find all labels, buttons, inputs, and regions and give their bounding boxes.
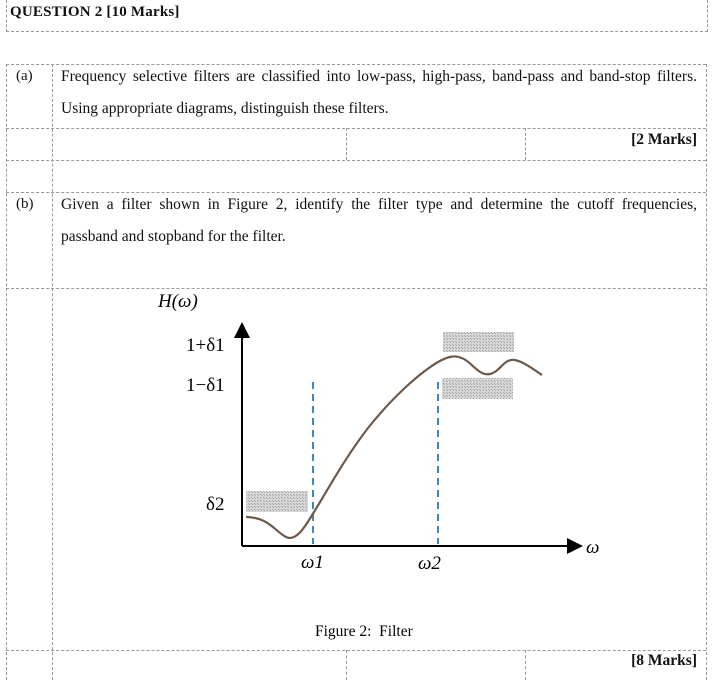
stopband-tolerance-box (246, 491, 308, 512)
figure-caption: Figure 2: Filter (315, 623, 413, 640)
tick-label-upper: 1+δ1 (186, 335, 225, 356)
question-title: QUESTION 2 [10 Marks] (10, 4, 180, 20)
tick-label-lower: 1−δ1 (186, 375, 225, 396)
part-a-label: (a) (16, 68, 33, 84)
tick-label-stop: δ2 (206, 494, 225, 515)
part-a-text: Frequency selective filters are classified into low-pass, high-pass, band-pass and band-stop filters. Using appropriate diagrams, distinguish these filters. (61, 68, 697, 117)
tick-label-w1: ω1 (301, 552, 324, 573)
part-b-label: (b) (16, 196, 34, 212)
passband-lower-tolerance-box (442, 378, 513, 399)
passband-upper-tolerance-box (443, 332, 514, 352)
part-a-marks: [2 Marks] (631, 131, 697, 148)
x-axis-label: ω (586, 537, 600, 558)
part-b-text: Given a filter shown in Figure 2, identify the filter type and determine the cutoff frequencies, passband and stopband for the filter. (61, 196, 697, 245)
tick-label-w2: ω2 (418, 553, 441, 574)
part-b-marks: [8 Marks] (631, 652, 697, 669)
y-axis-label: H(ω) (158, 291, 198, 312)
